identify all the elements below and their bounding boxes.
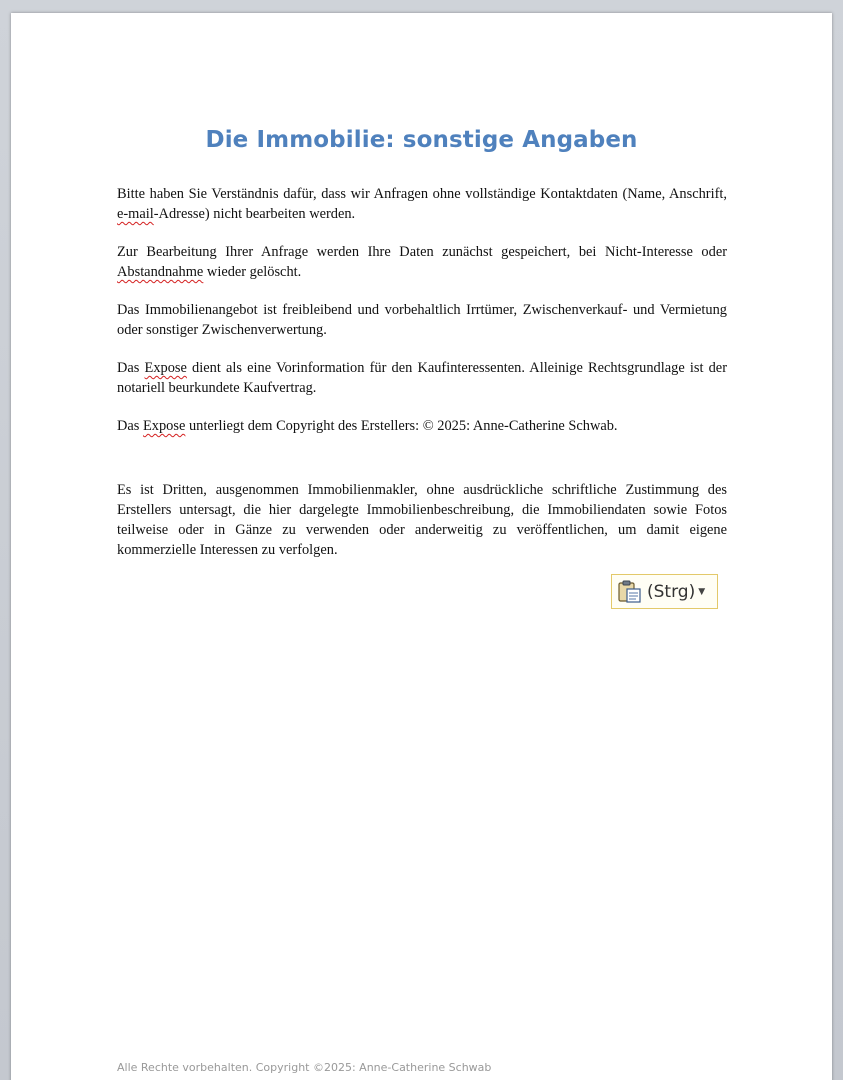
spellcheck-word[interactable]: Abstandnahme: [117, 264, 204, 280]
clipboard-paste-icon: [617, 580, 643, 604]
document-body[interactable]: [117, 184, 727, 578]
paragraph-text: Zur Bearbeitung Ihrer Anfrage werden Ihre Daten zunächst gespeichert, bei Nicht-Interesse oder: [117, 244, 727, 260]
paragraph-text: Das: [117, 360, 145, 376]
paragraph-text: dient als eine Vorinformation für den Kaufinteressenten. Alleinige Rechtsgrundlage ist der notariell beurkundete Kaufvertrag.: [117, 360, 727, 396]
paragraph-data-storage[interactable]: [117, 242, 727, 282]
paragraph-text: wieder gelöscht.: [203, 264, 302, 280]
spellcheck-word[interactable]: Expose: [142, 418, 186, 434]
paragraph-text: Bitte haben Sie Verständnis dafür, dass wir Anfragen ohne vollständige Kontaktdaten (Name, Anschrift,: [117, 186, 727, 202]
paragraph-offer-terms[interactable]: Das Immobilienangebot ist freibleibend und vorbehaltlich Irrtümer, Zwischenverkauf- und Vermietung oder sonstiger Zwischenverwertung.: [117, 302, 727, 338]
paragraph-expose-info[interactable]: [117, 358, 727, 398]
paragraph-contact-data[interactable]: [117, 184, 727, 224]
paragraph-text: Das: [117, 418, 143, 434]
spellcheck-word[interactable]: Expose: [144, 360, 187, 376]
document-page[interactable]: [11, 13, 832, 1080]
dropdown-caret-icon: ▼: [698, 586, 706, 597]
spellcheck-word[interactable]: e-mail: [117, 206, 154, 222]
paragraph-usage-restriction[interactable]: Es ist Dritten, ausgenommen Immobilienmakler, ohne ausdrückliche schriftliche Zustimmung des Erstellers untersagt, die hier dargelegte Immobilienbeschreibung, die Immobiliendaten sowie Fotos teilweise oder in Gänze zu verwenden oder anderweitig zu veröffentlichen, um damit eigene kommerzielle Interessen zu verfolgen.: [117, 482, 727, 558]
paragraph-text: -Adresse) nicht bearbeiten werden.: [153, 206, 356, 222]
page-footer: Alle Rechte vorbehalten. Copyright ©2025: Anne-Catherine Schwab: [117, 1061, 492, 1074]
paragraph-copyright[interactable]: [117, 416, 727, 436]
paste-options-button[interactable]: [611, 574, 718, 609]
page-title: Die Immobilie: sonstige Angaben: [205, 127, 638, 153]
paste-options-label: (Strg): [647, 581, 696, 602]
paragraph-text: unterliegt dem Copyright des Erstellers: © 2025: Anne-Catherine Schwab.: [185, 418, 618, 434]
